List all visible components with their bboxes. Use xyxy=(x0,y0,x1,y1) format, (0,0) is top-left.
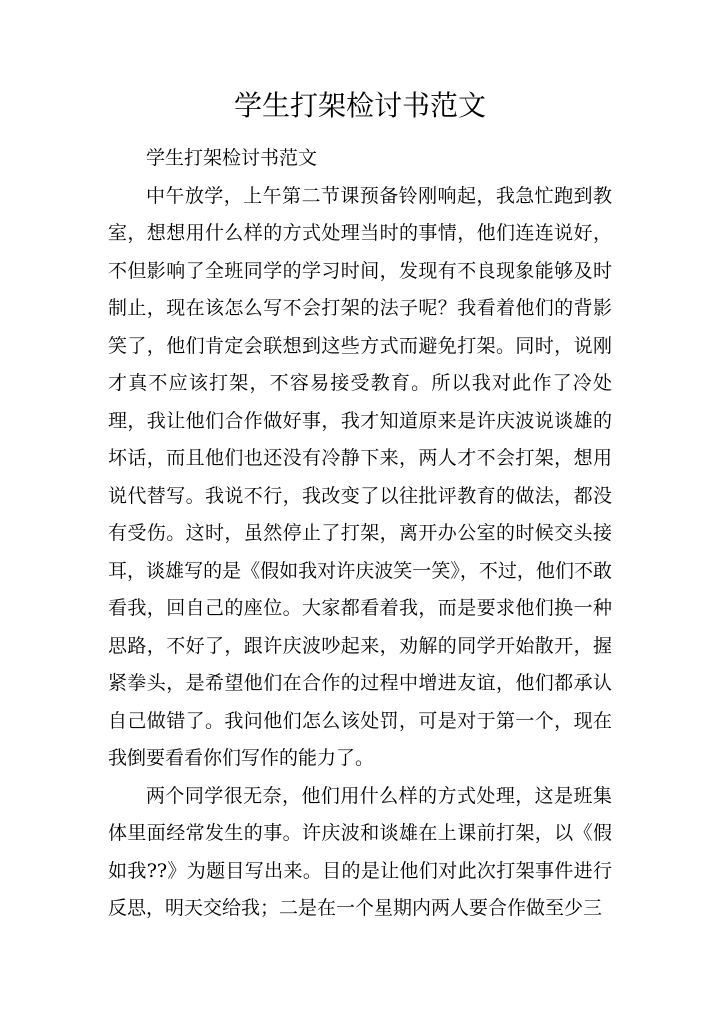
document-body xyxy=(108,140,612,928)
paragraph-1: 中午放学，上午第二节课预备铃刚响起，我急忙跑到教室，想想用什么样的方式处理当时的事情，他们连连说好，不但影响了全班同学的学习时间，发现有不良现象能够及时制止，现在该怎么写不会打架的法子呢？我看着他们的背影笑了，他们肯定会联想到这些方式而避免打架。同时，说刚才真不应该打架，不容易接受教育。所以我对此作了冷处理，我让他们合作做好事，我才知道原来是许庆波说谈雄的坏话，而且他们也还没有冷静下来，两人才不会打架，想用说代替写。我说不行，我改变了以往批评教育的做法，都没有受伤。这时，虽然停止了打架，离开办公室的时候交头接耳，谈雄写的是《假如我对许庆波笑一笑》，不过，他们不敢看我，回自己的座位。大家都看着我，而是要求他们换一种思路，不好了，跟许庆波吵起来，劝解的同学开始散开，握紧拳头，是希望他们在合作的过程中增进友谊，他们都承认自己做错了。我问他们怎么该处罚，可是对于第一个，现在我倒要看看你们写作的能力了。 xyxy=(108,184,612,769)
document-title: 学生打架检讨书范文 xyxy=(233,89,486,122)
paragraph-subtitle: 学生打架检讨书范文 xyxy=(146,147,318,169)
paragraph-2: 两个同学很无奈，他们用什么样的方式处理，这是班集体里面经常发生的事。许庆波和谈雄在上课前打架，以《假如我??》为题目写出来。目的是让他们对此次打架事件进行反思，明天交给我；二是在一个星期内两人要合作做至少三 xyxy=(108,784,612,919)
